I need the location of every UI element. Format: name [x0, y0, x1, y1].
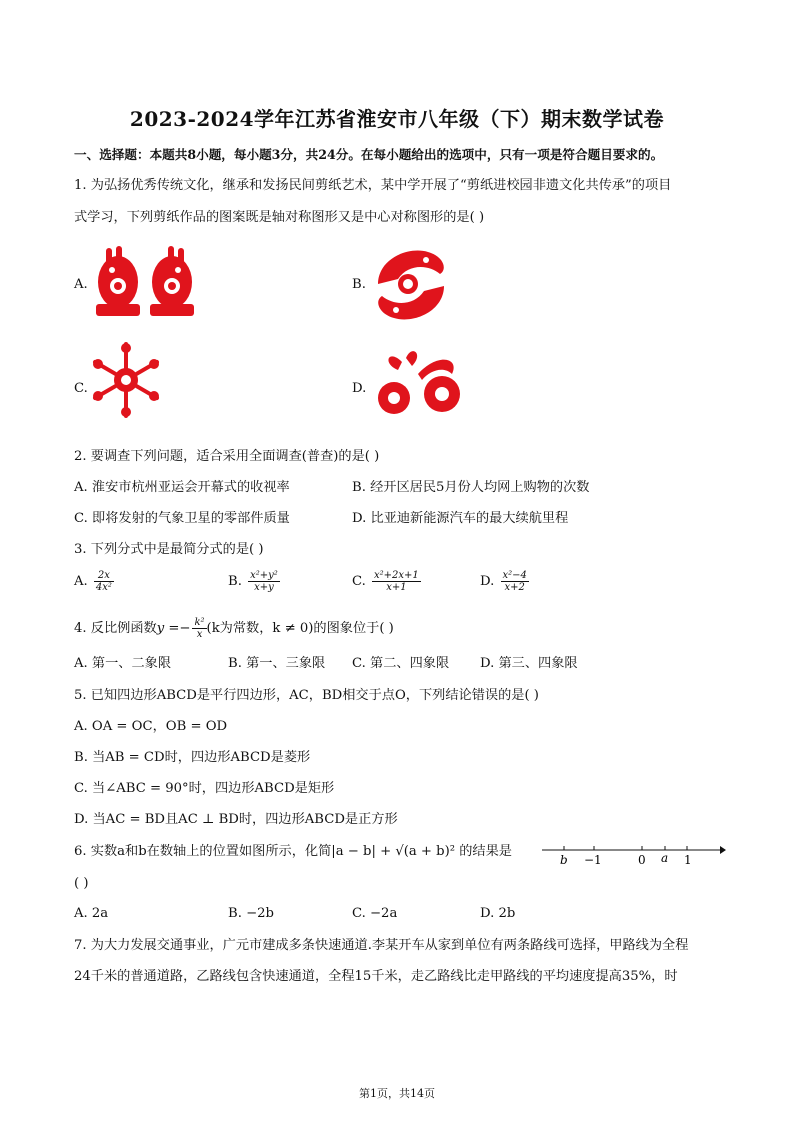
- q3-option-b-denominator: x+y: [254, 582, 274, 593]
- q3-stem: 3. 下列分式中是最简分式的是( ): [74, 542, 264, 557]
- q3-option-b: [228, 570, 280, 593]
- q4-stem-post: (k为常数，k ≠ 0)的图象位于( ): [206, 621, 394, 636]
- axis-label-1: 1: [684, 853, 692, 867]
- q4-option-c: C. 第二、四象限: [352, 656, 450, 671]
- q3-option-c-label: C.: [352, 574, 366, 589]
- q3-option-a: [74, 570, 114, 593]
- q1-option-a-label: A.: [74, 277, 88, 292]
- q4-option-d: D. 第三、四象限: [480, 656, 578, 671]
- q4-function: y =−: [156, 621, 191, 636]
- q2-stem: 2. 要调查下列问题，适合采用全面调查(普查)的是( ): [74, 449, 380, 464]
- q4-stem: [74, 617, 394, 640]
- exam-title: 2023-2024学年江苏省淮安市八年级（下）期末数学试卷: [129, 107, 665, 131]
- papercut-snowflake-image: [90, 340, 162, 420]
- q3-option-a-fraction: [94, 570, 114, 593]
- axis-label-0: 0: [638, 853, 646, 867]
- axis-label-a: a: [661, 851, 669, 865]
- q5-option-a: A. OA = OC，OB = OD: [74, 719, 228, 734]
- number-line-figure: [540, 838, 726, 870]
- q3-option-d: [480, 570, 529, 593]
- q3-option-a-denominator: 4x²: [95, 582, 112, 593]
- q3-option-a-numerator: 2x: [94, 570, 114, 582]
- q7-line2: 24千米的普通道路，乙路线包含快速通道，全程15千米，走乙路线比走甲路线的平均速度提高35%，时: [74, 969, 678, 984]
- q4-fraction-denominator: x: [196, 629, 203, 640]
- q3-option-d-denominator: x+2: [504, 582, 525, 593]
- q7-line1: 7. 为大力发展交通事业，广元市建成多条快速通道.李某开车从家到单位有两条路线可选择，甲路线为全程: [74, 938, 689, 953]
- q4-stem-pre: 4. 反比例函数: [74, 621, 157, 636]
- q2-option-d: D. 比亚迪新能源汽车的最大续航里程: [352, 511, 569, 526]
- q4-option-b: B. 第一、三象限: [228, 656, 326, 671]
- papercut-rabbits-image: [90, 244, 200, 324]
- q3-option-d-label: D.: [480, 574, 495, 589]
- q2-option-b: B. 经开区居民5月份人均网上购物的次数: [352, 480, 590, 495]
- q6-option-d: D. 2b: [480, 906, 516, 921]
- q5-option-c: C. 当∠ABC = 90°时，四边形ABCD是矩形: [74, 781, 335, 796]
- q2-option-a: A. 淮安市杭州亚运会开幕式的收视率: [74, 480, 290, 495]
- q1-line1: 1. 为弘扬优秀传统文化，继承和发扬民间剪纸艺术，某中学开展了“剪纸进校园非遗文化共传承”的项目: [74, 178, 672, 193]
- q3-option-c-fraction: [372, 570, 421, 593]
- q3-option-a-label: A.: [74, 574, 88, 589]
- q3-option-d-numerator: x²−4: [502, 570, 527, 581]
- papercut-butterfly-flower-image: [368, 344, 466, 420]
- q4-option-a: A. 第一、二象限: [74, 656, 172, 671]
- q5-stem: 5. 已知四边形ABCD是平行四边形，AC，BD相交于点O，下列结论错误的是( ): [74, 688, 539, 703]
- q1-line2: 式学习，下列剪纸作品的图案既是轴对称图形又是中心对称图形的是( ): [74, 210, 485, 225]
- q6-option-a: A. 2a: [74, 906, 109, 921]
- q4-fraction: [192, 617, 206, 640]
- page-footer: 第1页，共14页: [359, 1087, 435, 1100]
- q6-option-c: C. −2a: [352, 906, 398, 921]
- q3-option-b-fraction: [248, 570, 280, 593]
- q5-option-b: B. 当AB = CD时，四边形ABCD是菱形: [74, 750, 311, 765]
- q1-option-c-label: C.: [74, 381, 88, 396]
- q1-option-b-label: B.: [352, 277, 366, 292]
- q6-option-b: B. −2b: [228, 906, 274, 921]
- q1-option-d-label: D.: [352, 381, 367, 396]
- q6-stem: 6. 实数a和b在数轴上的位置如图所示，化简|a − b| + √(a + b)² 的结果是: [74, 844, 512, 859]
- q5-option-d: D. 当AC = BD且AC ⊥ BD时，四边形ABCD是正方形: [74, 812, 398, 827]
- q4-fraction-numerator: k²: [194, 617, 205, 628]
- q2-option-c: C. 即将发射的气象卫星的零部件质量: [74, 511, 290, 526]
- q6-paren: ( ): [74, 876, 89, 891]
- axis-label-b: b: [560, 853, 568, 867]
- q3-option-b-numerator: x²+y²: [250, 570, 278, 581]
- q3-option-b-label: B.: [228, 574, 242, 589]
- section-heading: 一、选择题：本题共8小题，每小题3分，共24分。在每小题给出的选项中，只有一项是符合题目要求的。: [74, 147, 664, 162]
- q3-option-c: [352, 570, 421, 593]
- q3-option-d-fraction: [501, 570, 529, 593]
- papercut-fish-image: [368, 244, 454, 326]
- axis-label-neg1: −1: [584, 853, 602, 867]
- q3-option-c-denominator: x+1: [386, 582, 407, 593]
- q3-option-c-numerator: x²+2x+1: [374, 570, 419, 581]
